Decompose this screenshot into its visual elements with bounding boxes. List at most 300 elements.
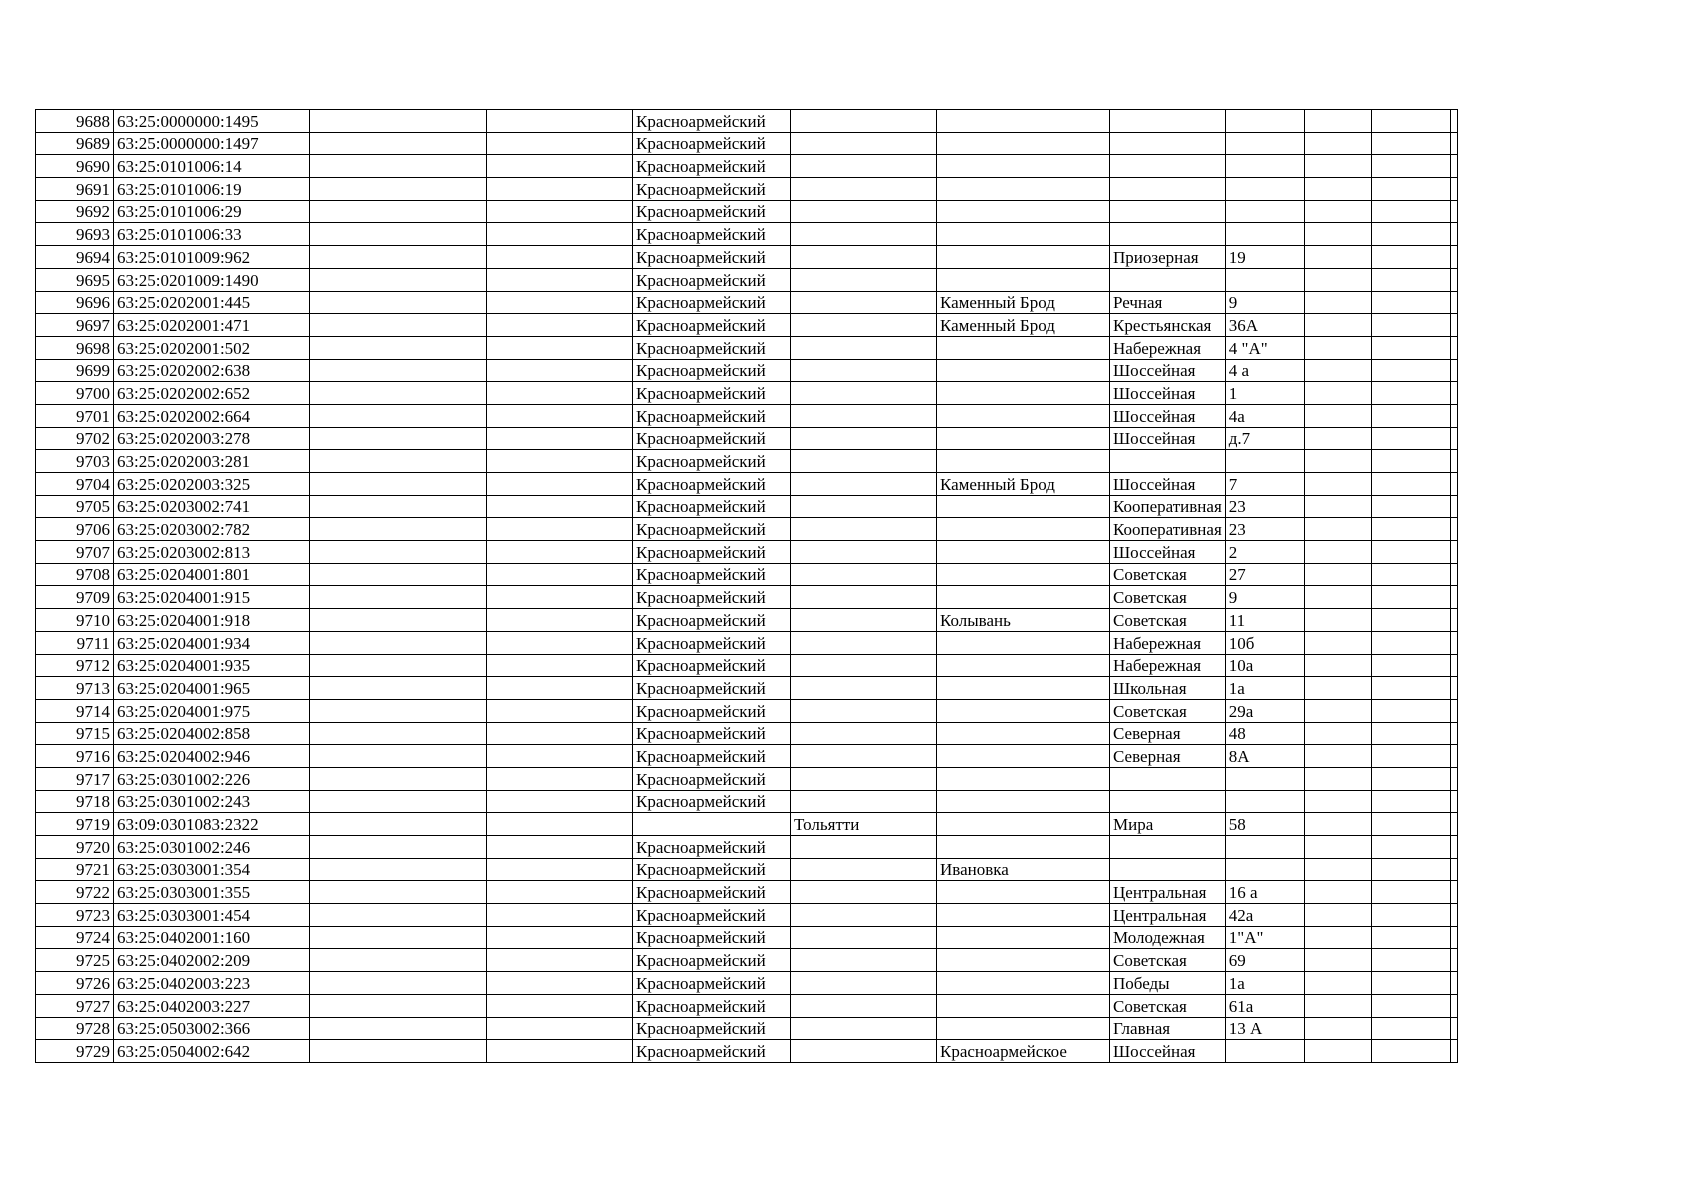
cadastral-number-cell: 63:25:0201009:1490 xyxy=(114,268,310,291)
house-cell: 19 xyxy=(1225,246,1304,269)
settlement-cell xyxy=(937,336,1110,359)
row-number-cell: 9695 xyxy=(36,268,114,291)
cadastral-number-cell: 63:25:0202003:278 xyxy=(114,427,310,450)
empty-cell xyxy=(1450,1017,1457,1040)
house-cell: 61а xyxy=(1225,994,1304,1017)
house-cell: 23 xyxy=(1225,518,1304,541)
district-cell: Красноармейский xyxy=(633,450,791,473)
street-cell: Кооперативная xyxy=(1110,518,1226,541)
empty-cell xyxy=(310,359,487,382)
district-cell: Красноармейский xyxy=(633,972,791,995)
table-row xyxy=(36,563,1458,586)
cadastral-number-cell: 63:25:0202001:445 xyxy=(114,291,310,314)
city-cell xyxy=(791,994,937,1017)
district-cell: Красноармейский xyxy=(633,677,791,700)
city-cell: Тольятти xyxy=(791,813,937,836)
district-cell: Красноармейский xyxy=(633,200,791,223)
cadastral-number-cell: 63:09:0301083:2322 xyxy=(114,813,310,836)
city-cell xyxy=(791,268,937,291)
district-cell: Красноармейский xyxy=(633,223,791,246)
empty-cell xyxy=(1450,586,1457,609)
house-cell xyxy=(1225,132,1304,155)
house-cell: 1"А" xyxy=(1225,926,1304,949)
table-row xyxy=(36,949,1458,972)
city-cell xyxy=(791,132,937,155)
settlement-cell xyxy=(937,836,1110,859)
cadastral-number-cell: 63:25:0202002:652 xyxy=(114,382,310,405)
row-number-cell: 9723 xyxy=(36,904,114,927)
empty-cell xyxy=(1371,450,1450,473)
empty-cell xyxy=(1450,926,1457,949)
street-cell: Советская xyxy=(1110,563,1226,586)
house-cell xyxy=(1225,836,1304,859)
empty-cell xyxy=(1450,291,1457,314)
district-cell: Красноармейский xyxy=(633,790,791,813)
table-row xyxy=(36,677,1458,700)
table-row xyxy=(36,699,1458,722)
empty-cell xyxy=(1371,790,1450,813)
empty-cell xyxy=(310,110,487,133)
table-row xyxy=(36,427,1458,450)
empty-cell xyxy=(487,178,633,201)
street-cell: Советская xyxy=(1110,586,1226,609)
cadastral-number-cell: 63:25:0203002:813 xyxy=(114,541,310,564)
district-cell: Красноармейский xyxy=(633,110,791,133)
empty-cell xyxy=(1371,246,1450,269)
district-cell: Красноармейский xyxy=(633,836,791,859)
house-cell xyxy=(1225,110,1304,133)
empty-cell xyxy=(1371,631,1450,654)
empty-cell xyxy=(487,813,633,836)
empty-cell xyxy=(487,336,633,359)
empty-cell xyxy=(310,631,487,654)
empty-cell xyxy=(310,473,487,496)
district-cell: Красноармейский xyxy=(633,745,791,768)
empty-cell xyxy=(487,404,633,427)
street-cell: Молодежная xyxy=(1110,926,1226,949)
cadastral-number-cell: 63:25:0203002:741 xyxy=(114,495,310,518)
empty-cell xyxy=(1304,427,1371,450)
district-cell: Красноармейский xyxy=(633,178,791,201)
house-cell xyxy=(1225,1040,1304,1063)
empty-cell xyxy=(1371,586,1450,609)
empty-cell xyxy=(1450,268,1457,291)
district-cell: Красноармейский xyxy=(633,132,791,155)
row-number-cell: 9689 xyxy=(36,132,114,155)
empty-cell xyxy=(310,654,487,677)
district-cell: Красноармейский xyxy=(633,1017,791,1040)
empty-cell xyxy=(1371,926,1450,949)
empty-cell xyxy=(1304,609,1371,632)
house-cell: 48 xyxy=(1225,722,1304,745)
table-row xyxy=(36,858,1458,881)
settlement-cell xyxy=(937,110,1110,133)
street-cell: Набережная xyxy=(1110,336,1226,359)
table-row xyxy=(36,745,1458,768)
settlement-cell xyxy=(937,949,1110,972)
house-cell: 1 xyxy=(1225,382,1304,405)
table-row xyxy=(36,518,1458,541)
table-row xyxy=(36,654,1458,677)
city-cell xyxy=(791,427,937,450)
district-cell: Красноармейский xyxy=(633,427,791,450)
empty-cell xyxy=(310,881,487,904)
empty-cell xyxy=(310,563,487,586)
row-number-cell: 9702 xyxy=(36,427,114,450)
empty-cell xyxy=(487,1040,633,1063)
district-cell: Красноармейский xyxy=(633,563,791,586)
row-number-cell: 9691 xyxy=(36,178,114,201)
district-cell: Красноармейский xyxy=(633,541,791,564)
house-cell: 8А xyxy=(1225,745,1304,768)
empty-cell xyxy=(487,450,633,473)
empty-cell xyxy=(1304,291,1371,314)
empty-cell xyxy=(1450,382,1457,405)
city-cell xyxy=(791,699,937,722)
empty-cell xyxy=(1304,790,1371,813)
row-number-cell: 9718 xyxy=(36,790,114,813)
empty-cell xyxy=(310,836,487,859)
settlement-cell xyxy=(937,790,1110,813)
empty-cell xyxy=(310,382,487,405)
cadastral-number-cell: 63:25:0101006:19 xyxy=(114,178,310,201)
cadastral-number-cell: 63:25:0202001:502 xyxy=(114,336,310,359)
empty-cell xyxy=(1371,404,1450,427)
street-cell: Центральная xyxy=(1110,881,1226,904)
empty-cell xyxy=(310,926,487,949)
empty-cell xyxy=(1304,132,1371,155)
cadastral-number-cell: 63:25:0202003:325 xyxy=(114,473,310,496)
row-number-cell: 9698 xyxy=(36,336,114,359)
empty-cell xyxy=(487,155,633,178)
table-row xyxy=(36,609,1458,632)
empty-cell xyxy=(1371,178,1450,201)
settlement-cell xyxy=(937,155,1110,178)
empty-cell xyxy=(1450,813,1457,836)
empty-cell xyxy=(1371,200,1450,223)
empty-cell xyxy=(487,246,633,269)
city-cell xyxy=(791,609,937,632)
district-cell: Красноармейский xyxy=(633,495,791,518)
street-cell xyxy=(1110,790,1226,813)
empty-cell xyxy=(1450,699,1457,722)
empty-cell xyxy=(1450,404,1457,427)
district-cell: Красноармейский xyxy=(633,382,791,405)
empty-cell xyxy=(487,427,633,450)
city-cell xyxy=(791,200,937,223)
street-cell: Победы xyxy=(1110,972,1226,995)
house-cell xyxy=(1225,155,1304,178)
empty-cell xyxy=(487,223,633,246)
empty-cell xyxy=(1371,972,1450,995)
empty-cell xyxy=(310,722,487,745)
empty-cell xyxy=(1450,858,1457,881)
empty-cell xyxy=(487,972,633,995)
table-row xyxy=(36,631,1458,654)
empty-cell xyxy=(487,541,633,564)
empty-cell xyxy=(487,699,633,722)
empty-cell xyxy=(1371,427,1450,450)
street-cell xyxy=(1110,132,1226,155)
empty-cell xyxy=(1371,382,1450,405)
empty-cell xyxy=(1304,949,1371,972)
cadastral-number-cell: 63:25:0202002:638 xyxy=(114,359,310,382)
table-row xyxy=(36,314,1458,337)
settlement-cell: Красноармейское xyxy=(937,1040,1110,1063)
empty-cell xyxy=(1450,246,1457,269)
settlement-cell xyxy=(937,677,1110,700)
empty-cell xyxy=(1304,336,1371,359)
empty-cell xyxy=(1304,1017,1371,1040)
row-number-cell: 9697 xyxy=(36,314,114,337)
cadastral-number-cell: 63:25:0301002:226 xyxy=(114,767,310,790)
empty-cell xyxy=(1304,1040,1371,1063)
settlement-cell xyxy=(937,586,1110,609)
empty-cell xyxy=(487,677,633,700)
empty-cell xyxy=(1371,110,1450,133)
row-number-cell: 9699 xyxy=(36,359,114,382)
empty-cell xyxy=(1304,699,1371,722)
empty-cell xyxy=(487,495,633,518)
empty-cell xyxy=(310,745,487,768)
table-row xyxy=(36,495,1458,518)
district-cell: Красноармейский xyxy=(633,586,791,609)
table-row xyxy=(36,336,1458,359)
settlement-cell xyxy=(937,745,1110,768)
empty-cell xyxy=(1304,586,1371,609)
street-cell xyxy=(1110,836,1226,859)
house-cell: 10б xyxy=(1225,631,1304,654)
empty-cell xyxy=(310,586,487,609)
empty-cell xyxy=(1304,767,1371,790)
empty-cell xyxy=(1304,858,1371,881)
row-number-cell: 9694 xyxy=(36,246,114,269)
house-cell: 16 а xyxy=(1225,881,1304,904)
empty-cell xyxy=(1450,790,1457,813)
district-cell: Красноармейский xyxy=(633,291,791,314)
empty-cell xyxy=(310,858,487,881)
city-cell xyxy=(791,314,937,337)
cadastral-number-cell: 63:25:0000000:1497 xyxy=(114,132,310,155)
table-row xyxy=(36,291,1458,314)
district-cell: Красноармейский xyxy=(633,926,791,949)
empty-cell xyxy=(1304,722,1371,745)
empty-cell xyxy=(487,994,633,1017)
empty-cell xyxy=(1304,518,1371,541)
street-cell xyxy=(1110,178,1226,201)
street-cell: Шоссейная xyxy=(1110,359,1226,382)
settlement-cell xyxy=(937,813,1110,836)
empty-cell xyxy=(310,699,487,722)
city-cell xyxy=(791,631,937,654)
house-cell: 13 А xyxy=(1225,1017,1304,1040)
empty-cell xyxy=(487,767,633,790)
empty-cell xyxy=(310,404,487,427)
table-row xyxy=(36,200,1458,223)
settlement-cell xyxy=(937,268,1110,291)
settlement-cell xyxy=(937,246,1110,269)
empty-cell xyxy=(1304,836,1371,859)
street-cell: Кооперативная xyxy=(1110,495,1226,518)
district-cell: Красноармейский xyxy=(633,246,791,269)
district-cell: Красноармейский xyxy=(633,336,791,359)
house-cell xyxy=(1225,790,1304,813)
empty-cell xyxy=(1304,404,1371,427)
empty-cell xyxy=(1450,359,1457,382)
empty-cell xyxy=(1371,677,1450,700)
settlement-cell xyxy=(937,541,1110,564)
empty-cell xyxy=(487,926,633,949)
city-cell xyxy=(791,404,937,427)
street-cell: Советская xyxy=(1110,699,1226,722)
empty-cell xyxy=(1371,858,1450,881)
empty-cell xyxy=(487,132,633,155)
cadastral-number-cell: 63:25:0503002:366 xyxy=(114,1017,310,1040)
district-cell: Красноармейский xyxy=(633,949,791,972)
empty-cell xyxy=(310,178,487,201)
city-cell xyxy=(791,563,937,586)
empty-cell xyxy=(1371,291,1450,314)
row-number-cell: 9722 xyxy=(36,881,114,904)
row-number-cell: 9719 xyxy=(36,813,114,836)
street-cell: Мира xyxy=(1110,813,1226,836)
empty-cell xyxy=(310,132,487,155)
city-cell xyxy=(791,904,937,927)
empty-cell xyxy=(1450,495,1457,518)
settlement-cell xyxy=(937,631,1110,654)
settlement-cell xyxy=(937,359,1110,382)
empty-cell xyxy=(487,200,633,223)
row-number-cell: 9717 xyxy=(36,767,114,790)
empty-cell xyxy=(487,745,633,768)
empty-cell xyxy=(1371,541,1450,564)
row-number-cell: 9708 xyxy=(36,563,114,586)
house-cell: 1а xyxy=(1225,972,1304,995)
table-row xyxy=(36,473,1458,496)
empty-cell xyxy=(310,541,487,564)
street-cell: Советская xyxy=(1110,609,1226,632)
row-number-cell: 9720 xyxy=(36,836,114,859)
cadastral-number-cell: 63:25:0301002:243 xyxy=(114,790,310,813)
table-row xyxy=(36,155,1458,178)
empty-cell xyxy=(487,790,633,813)
empty-cell xyxy=(487,836,633,859)
district-cell: Красноармейский xyxy=(633,994,791,1017)
table-row xyxy=(36,359,1458,382)
empty-cell xyxy=(487,949,633,972)
house-cell xyxy=(1225,223,1304,246)
settlement-cell xyxy=(937,881,1110,904)
district-cell: Красноармейский xyxy=(633,155,791,178)
district-cell: Красноармейский xyxy=(633,314,791,337)
house-cell xyxy=(1225,450,1304,473)
empty-cell xyxy=(487,314,633,337)
house-cell: 4 а xyxy=(1225,359,1304,382)
city-cell xyxy=(791,155,937,178)
cadastral-number-cell: 63:25:0202001:471 xyxy=(114,314,310,337)
table-row xyxy=(36,586,1458,609)
row-number-cell: 9706 xyxy=(36,518,114,541)
city-cell xyxy=(791,246,937,269)
empty-cell xyxy=(487,631,633,654)
empty-cell xyxy=(1450,972,1457,995)
empty-cell xyxy=(1371,223,1450,246)
empty-cell xyxy=(1304,155,1371,178)
settlement-cell: Каменный Брод xyxy=(937,314,1110,337)
row-number-cell: 9728 xyxy=(36,1017,114,1040)
empty-cell xyxy=(1304,359,1371,382)
empty-cell xyxy=(1450,200,1457,223)
settlement-cell xyxy=(937,926,1110,949)
settlement-cell: Каменный Брод xyxy=(937,291,1110,314)
settlement-cell xyxy=(937,699,1110,722)
empty-cell xyxy=(487,268,633,291)
empty-cell xyxy=(1371,336,1450,359)
empty-cell xyxy=(1304,881,1371,904)
city-cell xyxy=(791,767,937,790)
row-number-cell: 9707 xyxy=(36,541,114,564)
table-row xyxy=(36,881,1458,904)
street-cell: Центральная xyxy=(1110,904,1226,927)
table-row xyxy=(36,790,1458,813)
empty-cell xyxy=(310,427,487,450)
empty-cell xyxy=(310,155,487,178)
empty-cell xyxy=(1371,359,1450,382)
table-row xyxy=(36,382,1458,405)
empty-cell xyxy=(310,495,487,518)
street-cell: Шоссейная xyxy=(1110,541,1226,564)
district-cell: Красноармейский xyxy=(633,1040,791,1063)
empty-cell xyxy=(310,609,487,632)
street-cell: Крестьянская xyxy=(1110,314,1226,337)
cadastral-number-cell: 63:25:0204001:915 xyxy=(114,586,310,609)
row-number-cell: 9725 xyxy=(36,949,114,972)
house-cell: 2 xyxy=(1225,541,1304,564)
house-cell: 1а xyxy=(1225,677,1304,700)
empty-cell xyxy=(487,563,633,586)
empty-cell xyxy=(1371,495,1450,518)
city-cell xyxy=(791,223,937,246)
empty-cell xyxy=(1450,654,1457,677)
city-cell xyxy=(791,677,937,700)
register-table xyxy=(35,109,1458,1063)
empty-cell xyxy=(1450,949,1457,972)
empty-cell xyxy=(1371,314,1450,337)
empty-cell xyxy=(1304,110,1371,133)
city-cell xyxy=(791,473,937,496)
cadastral-number-cell: 63:25:0402003:227 xyxy=(114,994,310,1017)
table-row xyxy=(36,110,1458,133)
cadastral-number-cell: 63:25:0202003:281 xyxy=(114,450,310,473)
street-cell xyxy=(1110,155,1226,178)
empty-cell xyxy=(310,767,487,790)
city-cell xyxy=(791,926,937,949)
house-cell: 10а xyxy=(1225,654,1304,677)
empty-cell xyxy=(1304,745,1371,768)
settlement-cell xyxy=(937,722,1110,745)
cadastral-number-cell: 63:25:0202002:664 xyxy=(114,404,310,427)
empty-cell xyxy=(310,291,487,314)
table-row xyxy=(36,926,1458,949)
house-cell: 29а xyxy=(1225,699,1304,722)
table-row xyxy=(36,268,1458,291)
empty-cell xyxy=(1450,336,1457,359)
empty-cell xyxy=(487,904,633,927)
row-number-cell: 9710 xyxy=(36,609,114,632)
empty-cell xyxy=(487,722,633,745)
city-cell xyxy=(791,745,937,768)
empty-cell xyxy=(1304,450,1371,473)
